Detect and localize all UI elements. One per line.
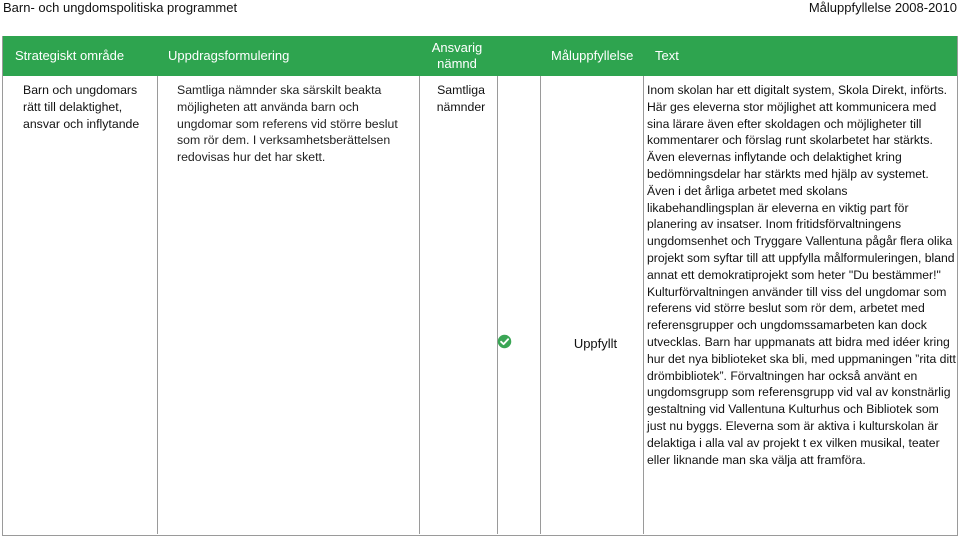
document-title: Barn- och ungdomspolitiska programmet	[3, 0, 238, 15]
page-header	[0, 0, 960, 18]
col-assignment: Uppdragsformulering	[168, 48, 290, 63]
assignment-cell: Samtliga nämnder ska särskilt beakta möjligheten att använda barn och ungdomar som referens vid större beslut som rör dem. I verksamhetsberättelsen redovisas hur det har skett.	[177, 83, 398, 165]
table-header	[3, 36, 957, 76]
col-responsible: Ansvarig nämnd	[431, 40, 483, 71]
responsible-cell: Samtliga nämnder	[436, 83, 486, 114]
report-period: Måluppfyllelse 2008-2010	[808, 0, 957, 15]
table-row	[3, 76, 957, 534]
strategic-area-cell: Barn och ungdomars rätt till delaktighet, ansvar och inflytande	[23, 83, 140, 131]
col-text: Text	[655, 48, 679, 63]
check-circle-icon	[497, 334, 512, 349]
col-fulfilment: Måluppfyllelse	[551, 48, 634, 63]
fulfilment-status: Uppfyllt	[573, 336, 618, 351]
goal-table	[2, 36, 958, 536]
text-cell: Inom skolan har ett digitalt system, Skola Direkt, införts. Här ges eleverna stor möjlighet att kommunicera med sina lärare även efter skoldagen och möjligheter till kommentarer och förslag runt skolarbetet har stärkts. Även elevernas inflytande och delaktighet kring bedömningsdelar har stärkts med hjälp av systemet. Även i det årliga arbetet med skolans likabehandlingsplan är eleverna en viktig part för planering av insatser. Inom fritidsförvaltningens ungdomsenhet och Tryggare Vallentuna pågår flera olika projekt som syftar till att uppfylla målformuleringen, bland annat ett demokratiprojekt som heter "Du bestämmer!" Kulturförvaltningen använder till viss del ungdomar som referens vid större beslut som rör dem, arbetet med referensgrupper och ungdomssamarbeten kan dock utvecklas. Barn har uppmanats att bidra med idéer kring hur det nya biblioteket ska bli, med uppmaningen ”rita ditt drömbibliotek”. Förvaltningen har också använt en ungdomsgrupp som referensgrupp vid val av konstnärlig gestaltning vid Vallentuna Kulturhus och Bibliotek som just nu byggs. Eleverna som är aktiva i kulturskolan är delaktiga i alla val av projekt t ex vilken musikal, teater eller liknande man ska välja att framföra.	[647, 83, 956, 467]
col-strategic-area: Strategiskt område	[15, 48, 125, 63]
